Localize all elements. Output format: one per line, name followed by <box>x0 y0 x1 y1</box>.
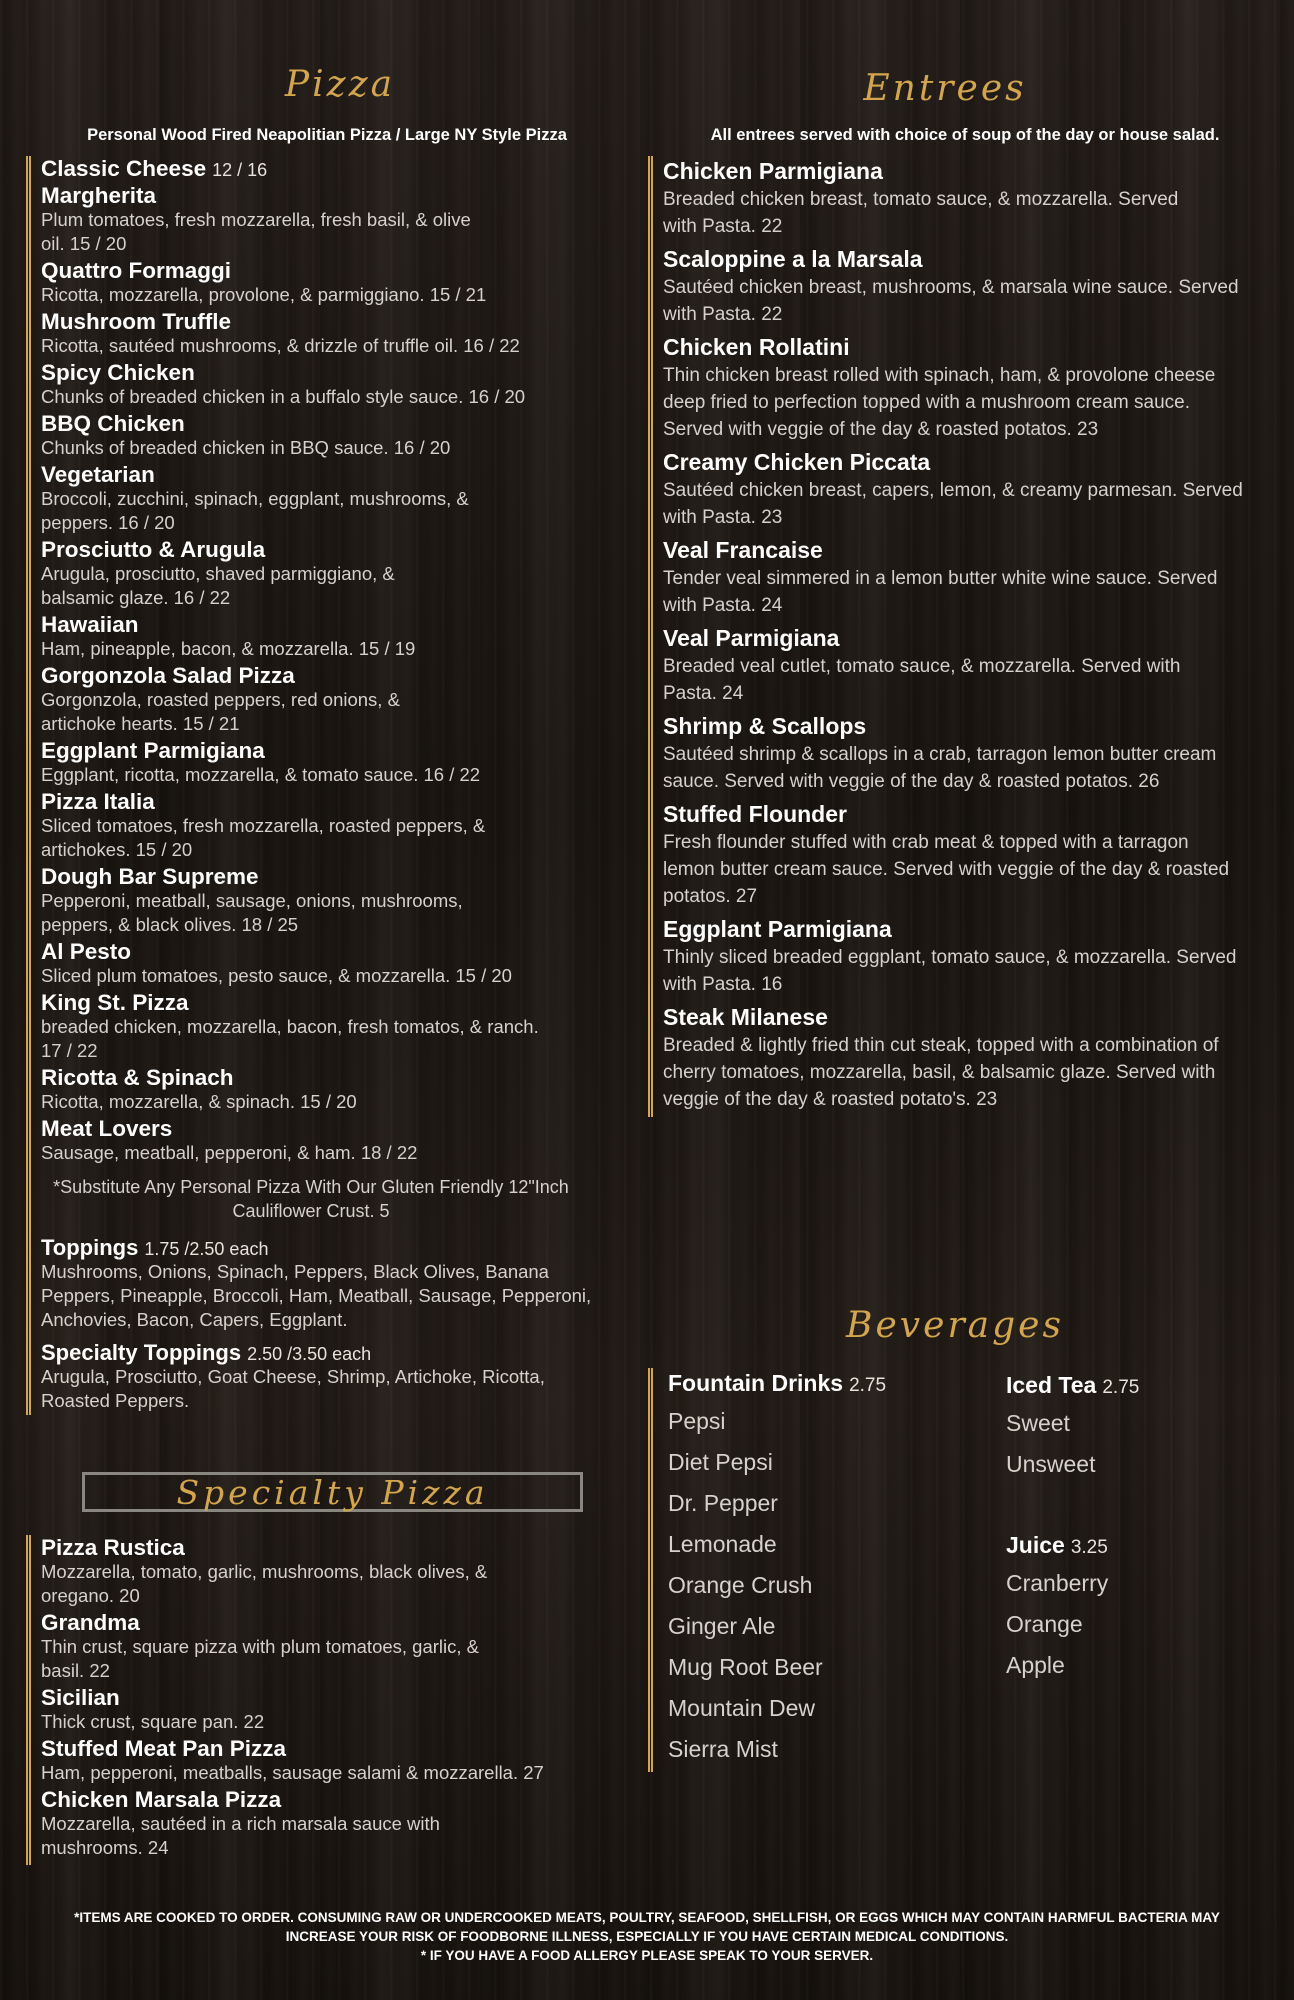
item-name: Pizza Italia <box>41 789 155 814</box>
item-description: Ricotta, sautéed mushrooms, & drizzle of truffle oil. 16 / 22 <box>41 335 520 356</box>
item-name: Ricotta & Spinach <box>41 1065 234 1090</box>
pizza-list <box>26 156 641 1415</box>
menu-item <box>663 799 1263 910</box>
entrees-subtitle: All entrees served with choice of soup of the day or house salad. <box>710 126 1220 144</box>
item-name: Chicken Rollatini <box>663 334 850 360</box>
item-description: Sliced plum tomatoes, pesto sauce, & mozzarella. 15 / 20 <box>41 965 512 986</box>
beverages-heading: Beverages <box>846 1305 1064 1346</box>
item-description: Sautéed chicken breast, capers, lemon, & creamy parmesan. Served with Pasta. 23 <box>663 480 1243 528</box>
beverage-item: Sweet <box>1006 1410 1070 1436</box>
beverages-panel <box>648 1368 1223 1772</box>
item-description: Sautéed chicken breast, mushrooms, & marsala wine sauce. Served with Pasta. 22 <box>663 277 1239 325</box>
item-name: Sicilian <box>41 1685 120 1710</box>
item-description: Thinly sliced breaded eggplant, tomato sauce, & mozzarella. Served with Pasta. 16 <box>663 947 1237 995</box>
item-name: Stuffed Meat Pan Pizza <box>41 1736 287 1761</box>
menu-item <box>41 1535 641 1608</box>
item-name: Eggplant Parmigiana <box>663 916 892 942</box>
disclaimer-line: *ITEMS ARE COOKED TO ORDER. CONSUMING RAW OR UNDERCOOKED MEATS, POULTRY, SEAFOOD, SHELLFISH, OR EGGS WHICH MAY CONTAIN HARMFUL BACTERIA MAY <box>74 1910 1220 1925</box>
item-description: Gorgonzola, roasted peppers, red onions, & artichoke hearts. 15 / 21 <box>41 689 400 734</box>
menu-item <box>41 939 641 988</box>
item-name: Chicken Marsala Pizza <box>41 1787 282 1812</box>
item-name: Eggplant Parmigiana <box>41 738 265 763</box>
menu-item <box>41 411 641 460</box>
beverage-item: Mug Root Beer <box>668 1654 823 1680</box>
menu-item <box>663 535 1263 619</box>
item-name: Al Pesto <box>41 939 132 964</box>
beverage-item: Ginger Ale <box>668 1613 776 1639</box>
item-description: Chunks of breaded chicken in a buffalo style sauce. 16 / 20 <box>41 386 526 407</box>
menu-item <box>41 258 641 307</box>
menu-item <box>663 711 1263 795</box>
menu-item <box>41 537 641 610</box>
item-description: Tender veal simmered in a lemon butter white wine sauce. Served with Pasta. 24 <box>663 568 1218 616</box>
item-name: Veal Parmigiana <box>663 625 840 651</box>
pizza-subtitle: Personal Wood Fired Neapolitian Pizza / Large NY Style Pizza <box>87 126 567 144</box>
menu-item <box>41 1116 641 1165</box>
item-description: Ricotta, mozzarella, & spinach. 15 / 20 <box>41 1091 357 1112</box>
item-name: Mushroom Truffle <box>41 309 231 334</box>
specialty-pizza-header <box>82 1472 583 1512</box>
toppings-title: Toppings <box>41 1235 139 1260</box>
beverage-item: Apple <box>1006 1652 1065 1678</box>
menu-item <box>41 1787 641 1860</box>
item-name: King St. Pizza <box>41 990 189 1015</box>
fountain-drinks <box>668 1368 886 1770</box>
item-name: Stuffed Flounder <box>663 801 847 827</box>
menu-item <box>41 1610 641 1683</box>
item-name: BBQ Chicken <box>41 411 185 436</box>
entrees-heading: Entrees <box>863 68 1027 109</box>
item-description: Ricotta, mozzarella, provolone, & parmiggiano. 15 / 21 <box>41 284 487 305</box>
item-name: Steak Milanese <box>663 1004 828 1030</box>
item-name: Scaloppine a la Marsala <box>663 246 923 272</box>
menu-item <box>663 1002 1263 1113</box>
item-description: Ham, pepperoni, meatballs, sausage salami & mozzarella. 27 <box>41 1762 544 1783</box>
beverage-item: Unsweet <box>1006 1451 1096 1477</box>
pizza-heading: Pizza <box>284 64 396 105</box>
item-name: Creamy Chicken Piccata <box>663 449 931 475</box>
item-description: Thin crust, square pizza with plum tomatoes, garlic, & basil. 22 <box>41 1636 480 1681</box>
specialty-pizza-heading: Specialty Pizza <box>176 1472 489 1512</box>
item-name: Veal Francaise <box>663 537 823 563</box>
item-name: Chicken Parmigiana <box>663 158 883 184</box>
beverage-item: Cranberry <box>1006 1570 1109 1596</box>
item-description: Broccoli, zucchini, spinach, eggplant, mushrooms, & peppers. 16 / 20 <box>41 488 469 533</box>
specialty-pizza-list <box>26 1535 641 1865</box>
menu-item <box>41 864 641 937</box>
beverage-item: Sierra Mist <box>668 1736 778 1762</box>
menu-item <box>41 309 641 358</box>
toppings-price: 1.75 /2.50 each <box>144 1239 269 1259</box>
menu-item <box>663 332 1263 443</box>
disclaimer-line: INCREASE YOUR RISK OF FOODBORNE ILLNESS, ESPECIALLY IF YOU HAVE CERTAIN MEDICAL CONDITIONS. <box>285 1929 1009 1944</box>
item-description: breaded chicken, mozzarella, bacon, fresh tomatos, & ranch. 17 / 22 <box>41 1016 539 1061</box>
item-name: Grandma <box>41 1610 140 1635</box>
item-name: Shrimp & Scallops <box>663 713 867 739</box>
item-name: Hawaiian <box>41 612 139 637</box>
specialty-toppings-title: Specialty Toppings <box>41 1340 242 1365</box>
specialty-toppings-price: 2.50 /3.50 each <box>247 1344 372 1364</box>
menu-item <box>663 447 1263 531</box>
specialty-toppings-list: Arugula, Prosciutto, Goat Cheese, Shrimp, Artichoke, Ricotta, Roasted Peppers. <box>41 1366 545 1411</box>
item-description: Fresh flounder stuffed with crab meat & topped with a tarragon lemon butter cream sauce. Served with veggie of the day & roasted potatos. 27 <box>663 832 1230 907</box>
item-name: Spicy Chicken <box>41 360 195 385</box>
allergy-notice: * IF YOU HAVE A FOOD ALLERGY PLEASE SPEAK TO YOUR SERVER. <box>420 1948 874 1963</box>
iced-tea-title: Iced Tea 2.75 <box>1006 1372 1140 1398</box>
item-description: Mozzarella, tomato, garlic, mushrooms, black olives, & oregano. 20 <box>41 1561 488 1606</box>
beverage-item: Dr. Pepper <box>668 1490 778 1516</box>
menu-item <box>663 156 1263 240</box>
toppings-list: Mushrooms, Onions, Spinach, Peppers, Black Olives, Banana Peppers, Pineapple, Broccoli, Ham, Meatball, Sausage, Pepperoni, Anchovies, Bacon, Capers, Eggplant. <box>41 1261 592 1330</box>
gluten-friendly-note: *Substitute Any Personal Pizza With Our Gluten Friendly 12"Inch Cauliflower Crust. 5 <box>53 1177 569 1221</box>
item-description: Plum tomatoes, fresh mozzarella, fresh basil, & olive oil. 15 / 20 <box>41 209 471 254</box>
item-name: Margherita <box>41 183 157 208</box>
item-description: Thick crust, square pan. 22 <box>41 1711 265 1732</box>
juice-title: Juice 3.25 <box>1006 1532 1108 1558</box>
menu-item <box>41 990 641 1063</box>
beverage-item: Mountain Dew <box>668 1695 816 1721</box>
item-description: Ham, pineapple, bacon, & mozzarella. 15 / 19 <box>41 638 416 659</box>
menu-item <box>663 244 1263 328</box>
item-name: Gorgonzola Salad Pizza <box>41 663 295 688</box>
menu-item <box>41 183 641 256</box>
item-description: Breaded chicken breast, tomato sauce, & mozzarella. Served with Pasta. 22 <box>663 189 1179 237</box>
menu-item <box>663 623 1263 707</box>
fountain-drinks-title: Fountain Drinks 2.75 <box>668 1370 887 1396</box>
beverage-item: Pepsi <box>668 1408 726 1434</box>
item-name: Dough Bar Supreme <box>41 864 259 889</box>
item-name: Classic Cheese <box>41 156 207 181</box>
iced-tea <box>1006 1370 1139 1485</box>
menu-item <box>663 914 1263 998</box>
item-description: Pepperoni, meatball, sausage, onions, mushrooms, peppers, & black olives. 18 / 25 <box>41 890 463 935</box>
item-name: Pizza Rustica <box>41 1535 185 1560</box>
item-name: Prosciutto & Arugula <box>41 537 266 562</box>
item-description: Sautéed shrimp & scallops in a crab, tarragon lemon butter cream sauce. Served with veggie of the day & roasted potatos. 26 <box>663 744 1217 792</box>
menu-item <box>41 360 641 409</box>
menu-item <box>41 612 641 661</box>
menu-item <box>41 663 641 736</box>
item-price: 12 / 16 <box>212 160 268 180</box>
item-description: Breaded veal cutlet, tomato sauce, & mozzarella. Served with Pasta. 24 <box>663 656 1181 704</box>
item-name: Meat Lovers <box>41 1116 173 1141</box>
item-description: Breaded & lightly fried thin cut steak, topped with a combination of cherry tomatoes, mozzarella, basil, & balsamic glaze. Served with veggie of the day & roasted potato's. 23 <box>663 1035 1219 1110</box>
item-description: Mozzarella, sautéed in a rich marsala sauce with mushrooms. 24 <box>41 1813 440 1858</box>
menu-item <box>41 1685 641 1734</box>
menu-item <box>41 1736 641 1785</box>
menu-item <box>41 156 641 181</box>
toppings <box>41 1235 641 1332</box>
entrees-list <box>648 156 1263 1117</box>
item-description: Eggplant, ricotta, mozzarella, & tomato sauce. 16 / 22 <box>41 764 481 785</box>
food-safety-disclaimer <box>40 1908 1254 1965</box>
beverage-item: Orange Crush <box>668 1572 813 1598</box>
menu-item <box>41 738 641 787</box>
juice <box>1006 1530 1108 1686</box>
item-name: Quattro Formaggi <box>41 258 231 283</box>
specialty-toppings <box>41 1340 641 1413</box>
item-description: Sausage, meatball, pepperoni, & ham. 18 / 22 <box>41 1142 418 1163</box>
menu-item <box>41 1065 641 1114</box>
beverage-item: Lemonade <box>668 1531 777 1557</box>
beverage-item: Diet Pepsi <box>668 1449 773 1475</box>
item-description: Arugula, prosciutto, shaved parmiggiano, & balsamic glaze. 16 / 22 <box>41 563 395 608</box>
menu-item <box>41 462 641 535</box>
menu-item <box>41 789 641 862</box>
item-description: Chunks of breaded chicken in BBQ sauce. 16 / 20 <box>41 437 451 458</box>
beverage-item: Orange <box>1006 1611 1083 1637</box>
item-name: Vegetarian <box>41 462 155 487</box>
item-description: Thin chicken breast rolled with spinach, ham, & provolone cheese deep fried to perfection topped with a mushroom cream sauce. Served with veggie of the day & roasted potatos. 23 <box>663 365 1216 440</box>
item-description: Sliced tomatoes, fresh mozzarella, roasted peppers, & artichokes. 15 / 20 <box>41 815 486 860</box>
